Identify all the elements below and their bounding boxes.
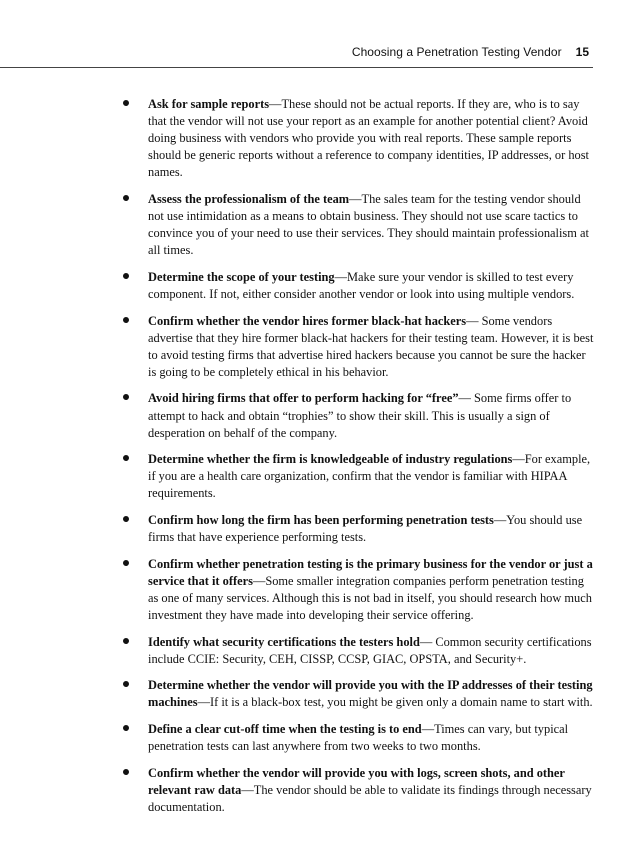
item-text: — Common security certifications include CCIE: Security, CEH, CISSP, CCSP, GIAC, OPSTA, and Security+.: [148, 634, 592, 666]
item-text: —Times can vary, but typical penetration tests can last anywhere from two weeks to two months.: [148, 721, 569, 753]
item-lead: Define a clear cut-off time when the testing is to end: [148, 721, 422, 736]
list-item: [112, 512, 595, 546]
item-lead: Identify what security certifications the testers hold: [148, 634, 420, 649]
bullet-icon: [123, 725, 129, 731]
bullet-icon: [123, 317, 129, 323]
bullet-icon: [123, 394, 129, 400]
item-lead: Confirm whether the vendor will provide you with logs, screen shots, and other relevant raw data: [148, 765, 565, 797]
list-item: [112, 556, 595, 624]
item-text: —For example, if you are a health care organization, confirm that the vendor is familiar with HIPAA requirements.: [148, 452, 591, 501]
header-rule: [0, 67, 593, 68]
list-item: [112, 191, 595, 259]
bullet-icon: [123, 100, 129, 106]
list-item: [112, 96, 595, 181]
item-lead: Assess the professionalism of the team: [148, 191, 350, 206]
vendor-criteria-list: [112, 96, 595, 825]
list-item: [112, 765, 595, 816]
running-header: [0, 44, 589, 60]
bullet-icon: [123, 455, 129, 461]
bullet-icon: [123, 195, 129, 201]
list-item: [112, 313, 595, 381]
item-text: — Some firms offer to attempt to hack and obtain “trophies” to show their skill. This is usually a sign of desperation on behalf of the company.: [148, 391, 572, 440]
item-lead: Determine the scope of your testing: [148, 269, 335, 284]
page-number: 15: [575, 45, 589, 59]
item-lead: Determine whether the vendor will provide you with the IP addresses of their testing machines: [148, 678, 593, 710]
item-text: —These should not be actual reports. If they are, who is to say that the vendor will not use your report as an example for another potential client? Avoid doing business with vendors who provide you with real reports. These sample reports should be generic reports without a reference to company identities, IP addresses, or host names.: [148, 97, 589, 180]
item-text: —Some smaller integration companies perform penetration testing as one of many services. Although this is not bad in itself, you should research how much investment they have made into developing their service offering.: [148, 573, 592, 622]
item-text: —Make sure your vendor is skilled to test every component. If not, either consider another vendor or look into using multiple vendors.: [148, 269, 575, 301]
item-text: —If it is a black-box test, you might be given only a domain name to start with.: [197, 695, 593, 710]
bullet-icon: [123, 681, 129, 687]
list-item: [112, 269, 595, 303]
item-lead: Confirm how long the firm has been performing penetration tests: [148, 512, 494, 527]
list-item: [112, 721, 595, 755]
bullet-icon: [123, 273, 129, 279]
item-lead: Determine whether the firm is knowledgeable of industry regulations: [148, 452, 513, 467]
item-text: —You should use firms that have experience performing tests.: [148, 512, 583, 545]
list-item: [112, 451, 595, 502]
list-item: [112, 390, 595, 441]
item-text: —The vendor should be able to validate its findings through necessary documentation.: [148, 782, 592, 814]
bullet-icon: [123, 560, 129, 566]
item-lead: Ask for sample reports: [148, 97, 270, 111]
bullet-icon: [123, 769, 129, 775]
item-lead: Confirm whether penetration testing is the primary business for the vendor or just a service that it offers: [148, 556, 593, 588]
bullet-icon: [123, 516, 129, 522]
chapter-title: Choosing a Penetration Testing Vendor: [351, 45, 562, 59]
list-item: [112, 634, 595, 668]
item-text: —The sales team for the testing vendor should not use intimidation as a means to obtain business. They should not use scare tactics to convince you of your need to use their services. They should maintain professionalism at all times.: [148, 191, 589, 258]
bullet-icon: [123, 638, 129, 644]
item-lead: Confirm whether the vendor hires former black-hat hackers: [148, 313, 467, 328]
list-item: [112, 677, 595, 711]
item-lead: Avoid hiring firms that offer to perform hacking for “free”: [148, 391, 459, 406]
item-text: — Some vendors advertise that they hire former black-hat hackers for their testing team. However, it is best to avoid testing firms that advertise hired hackers because you cannot be sure the hacker is going to be completely ethical in his behavior.: [148, 313, 594, 379]
